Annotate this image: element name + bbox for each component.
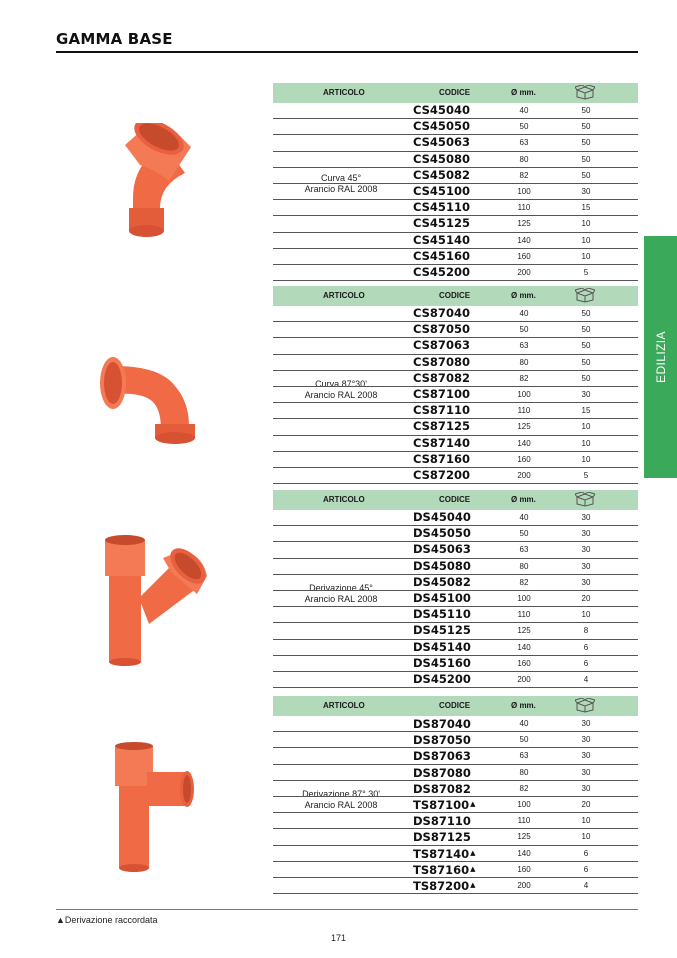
side-tab-label: EDILIZIA — [653, 331, 668, 383]
product-code[interactable]: CS87063 — [413, 338, 470, 353]
table-row — [273, 306, 638, 322]
product-code[interactable]: CS45050 — [413, 119, 470, 134]
product-code[interactable]: DS87063 — [413, 749, 471, 764]
table-row — [273, 623, 638, 639]
header-diametro: Ø mm. — [511, 495, 536, 504]
product-code[interactable]: CS45082 — [413, 167, 470, 182]
pack-quantity: 6 — [583, 848, 589, 858]
header-diametro: Ø mm. — [511, 701, 536, 710]
product-code[interactable]: TS87140▲ — [413, 846, 476, 861]
diameter: 110 — [517, 816, 531, 826]
product-code[interactable]: TS87100▲ — [413, 797, 476, 812]
pack-quantity: 10 — [581, 438, 591, 448]
diameter: 80 — [519, 561, 529, 571]
diameter: 160 — [517, 658, 531, 668]
diameter: 110 — [517, 610, 531, 620]
product-code[interactable]: DS87110 — [413, 814, 471, 829]
pack-quantity: 50 — [581, 106, 591, 115]
table-row — [273, 322, 638, 338]
table-row — [273, 436, 638, 452]
table-body — [273, 306, 638, 484]
table-row — [273, 732, 638, 748]
product-code[interactable]: CS87100 — [413, 386, 470, 401]
product-table-curva-45 — [273, 83, 638, 281]
description-color: Arancio RAL 2008 — [304, 800, 378, 810]
product-code[interactable]: DS87125 — [413, 830, 471, 845]
table-row — [273, 338, 638, 354]
product-code[interactable]: DS45110 — [413, 607, 471, 622]
pack-quantity: 30 — [581, 389, 591, 399]
product-code[interactable]: DS45200 — [413, 671, 471, 686]
product-image-curva-45 — [85, 123, 215, 273]
header-diametro: Ø mm. — [511, 291, 536, 300]
header-articolo: ARTICOLO — [323, 88, 365, 97]
diameter: 125 — [517, 422, 531, 432]
table-row — [273, 829, 638, 845]
pack-quantity: 10 — [581, 422, 591, 432]
table-row — [273, 249, 638, 265]
diameter: 100 — [517, 799, 531, 809]
table-row — [273, 355, 638, 371]
product-image-curva-87 — [85, 326, 215, 476]
pack-quantity: 6 — [583, 864, 589, 874]
table-header — [273, 83, 638, 103]
pack-quantity: 6 — [583, 658, 589, 668]
diameter: 50 — [519, 122, 529, 132]
pack-quantity: 10 — [581, 610, 591, 620]
description-color: Arancio RAL 2008 — [304, 390, 378, 400]
footnote-text: Derivazione raccordata — [64, 915, 158, 925]
diameter: 40 — [519, 513, 529, 522]
diameter: 160 — [517, 864, 531, 874]
diameter: 140 — [517, 438, 531, 448]
pack-quantity: 6 — [583, 642, 589, 652]
diameter: 50 — [519, 325, 529, 335]
pack-quantity: 30 — [581, 545, 591, 555]
product-code[interactable]: CS87050 — [413, 322, 470, 337]
pack-quantity: 50 — [581, 170, 591, 180]
product-code[interactable]: CS87160 — [413, 451, 470, 466]
product-code[interactable]: CS45063 — [413, 135, 470, 150]
product-image-derivazione-45 — [85, 520, 215, 670]
table-row — [273, 716, 638, 732]
title-divider — [56, 51, 638, 53]
pack-quantity: 50 — [581, 154, 591, 164]
header-articolo: ARTICOLO — [323, 701, 365, 710]
diameter: 50 — [519, 529, 529, 539]
table-row — [273, 640, 638, 656]
pack-quantity: 10 — [581, 251, 591, 261]
table-row — [273, 591, 638, 607]
description-color: Arancio RAL 2008 — [304, 594, 378, 604]
product-code[interactable]: DS45082 — [413, 574, 471, 589]
diameter: 110 — [517, 406, 531, 416]
product-code[interactable]: CS45125 — [413, 216, 470, 231]
raccordata-marker: ▲ — [470, 848, 476, 857]
diameter: 82 — [519, 373, 529, 383]
footer-divider — [56, 909, 638, 910]
diameter: 50 — [519, 735, 529, 745]
product-code[interactable]: CS45160 — [413, 248, 470, 263]
table-row — [273, 168, 638, 184]
product-table-derivazione-87 — [273, 696, 638, 894]
product-code[interactable]: DS45140 — [413, 639, 471, 654]
product-code[interactable]: CS87200 — [413, 467, 470, 482]
table-row — [273, 452, 638, 468]
pack-quantity: 4 — [583, 674, 589, 684]
side-tab-edilizia[interactable] — [644, 236, 677, 478]
pack-quantity: 50 — [581, 138, 591, 148]
product-code[interactable]: DS87080 — [413, 765, 471, 780]
product-code[interactable]: DS87040 — [413, 717, 471, 731]
table-row — [273, 526, 638, 542]
diameter: 63 — [519, 751, 529, 761]
table-row — [273, 510, 638, 526]
product-code[interactable]: DS45040 — [413, 510, 471, 524]
raccordata-marker: ▲ — [470, 799, 476, 808]
description-name: Curva 87°30' — [315, 379, 367, 389]
diameter: 63 — [519, 138, 529, 148]
page-title: GAMMA BASE — [56, 30, 173, 48]
header-codice: CODICE — [439, 291, 471, 300]
table-row — [273, 846, 638, 862]
pack-quantity: 30 — [581, 513, 591, 522]
table-row — [273, 468, 638, 484]
product-code[interactable]: CS87082 — [413, 370, 470, 385]
table-body — [273, 103, 638, 281]
pack-quantity: 15 — [581, 406, 591, 416]
product-code[interactable]: DS45100 — [413, 590, 471, 605]
pack-quantity: 10 — [581, 832, 591, 842]
table-row — [273, 878, 638, 894]
pack-quantity: 30 — [581, 529, 591, 539]
product-image-derivazione-87 — [85, 732, 215, 882]
diameter: 140 — [517, 642, 531, 652]
pack-quantity: 15 — [581, 203, 591, 213]
table-row — [273, 371, 638, 387]
diameter: 140 — [517, 848, 531, 858]
diameter: 200 — [517, 674, 531, 684]
description-name: Curva 45° — [320, 173, 362, 183]
diameter: 40 — [519, 106, 529, 115]
pack-quantity: 50 — [581, 309, 591, 318]
diameter: 80 — [519, 154, 529, 164]
diameter: 140 — [517, 235, 531, 245]
pack-quantity: 30 — [581, 783, 591, 793]
pack-quantity: 5 — [583, 267, 589, 277]
table-row — [273, 862, 638, 878]
pack-quantity: 8 — [583, 626, 589, 636]
diameter: 82 — [519, 783, 529, 793]
pack-quantity: 10 — [581, 235, 591, 245]
product-code[interactable]: DS87050 — [413, 733, 471, 748]
pack-quantity: 30 — [581, 735, 591, 745]
product-code[interactable]: DS45050 — [413, 526, 471, 541]
pack-quantity: 30 — [581, 577, 591, 587]
diameter: 160 — [517, 454, 531, 464]
table-row — [273, 813, 638, 829]
page-number: 171 — [330, 933, 347, 943]
product-code[interactable]: CS87125 — [413, 419, 470, 434]
product-code[interactable]: CS87040 — [413, 306, 470, 320]
diameter: 110 — [517, 203, 531, 213]
table-row — [273, 119, 638, 135]
description-name: Derivazione 87° 30' — [302, 789, 380, 799]
table-body — [273, 716, 638, 894]
diameter: 40 — [519, 309, 529, 318]
table-row — [273, 233, 638, 249]
table-row — [273, 419, 638, 435]
table-header — [273, 696, 638, 716]
footnote — [56, 915, 157, 925]
pack-quantity: 30 — [581, 751, 591, 761]
product-code[interactable]: CS45110 — [413, 200, 470, 215]
diameter: 82 — [519, 577, 529, 587]
table-row — [273, 265, 638, 281]
table-row — [273, 103, 638, 119]
diameter: 100 — [517, 389, 531, 399]
table-row — [273, 607, 638, 623]
table-row — [273, 765, 638, 781]
table-row — [273, 748, 638, 764]
table-row — [273, 387, 638, 403]
table-header — [273, 490, 638, 510]
pack-quantity: 50 — [581, 122, 591, 132]
pack-quantity: 50 — [581, 357, 591, 367]
table-row — [273, 200, 638, 216]
table-row — [273, 152, 638, 168]
diameter: 125 — [517, 626, 531, 636]
table-row — [273, 559, 638, 575]
pack-quantity: 10 — [581, 219, 591, 229]
diameter: 100 — [517, 186, 531, 196]
diameter: 100 — [517, 593, 531, 603]
product-code[interactable]: TS87200▲ — [413, 878, 476, 893]
pack-quantity: 50 — [581, 341, 591, 351]
triangle-icon: ▲ — [56, 915, 65, 925]
product-table-curva-87 — [273, 286, 638, 484]
table-row — [273, 403, 638, 419]
product-code[interactable]: CS87080 — [413, 354, 470, 369]
table-row — [273, 672, 638, 688]
diameter: 63 — [519, 341, 529, 351]
header-codice: CODICE — [439, 495, 471, 504]
table-row — [273, 656, 638, 672]
pack-quantity: 10 — [581, 816, 591, 826]
table-row — [273, 797, 638, 813]
pack-quantity: 50 — [581, 373, 591, 383]
diameter: 125 — [517, 832, 531, 842]
product-code[interactable]: CS45140 — [413, 232, 470, 247]
header-diametro: Ø mm. — [511, 88, 536, 97]
diameter: 200 — [517, 267, 531, 277]
header-codice: CODICE — [439, 88, 471, 97]
pack-quantity: 10 — [581, 454, 591, 464]
pack-quantity: 30 — [581, 186, 591, 196]
product-code[interactable]: DS45125 — [413, 623, 471, 638]
diameter: 160 — [517, 251, 531, 261]
pack-quantity: 20 — [581, 593, 591, 603]
table-row — [273, 216, 638, 232]
pack-quantity: 5 — [583, 470, 589, 480]
table-row — [273, 184, 638, 200]
diameter: 80 — [519, 767, 529, 777]
product-code[interactable]: DS87082 — [413, 781, 471, 796]
diameter: 125 — [517, 219, 531, 229]
pack-quantity: 4 — [583, 880, 589, 890]
product-code[interactable]: CS45100 — [413, 183, 470, 198]
diameter: 82 — [519, 170, 529, 180]
diameter: 200 — [517, 470, 531, 480]
product-code[interactable]: CS45200 — [413, 264, 470, 279]
pack-quantity: 20 — [581, 799, 591, 809]
header-articolo: ARTICOLO — [323, 495, 365, 504]
table-row — [273, 781, 638, 797]
product-code[interactable]: CS45040 — [413, 103, 470, 117]
header-articolo: ARTICOLO — [323, 291, 365, 300]
product-code[interactable]: CS45080 — [413, 151, 470, 166]
pack-quantity: 30 — [581, 767, 591, 777]
raccordata-marker: ▲ — [470, 864, 476, 873]
table-body — [273, 510, 638, 688]
header-codice: CODICE — [439, 701, 471, 710]
description-color: Arancio RAL 2008 — [304, 184, 378, 194]
pack-quantity: 50 — [581, 325, 591, 335]
product-code[interactable]: DS45160 — [413, 655, 471, 670]
table-row — [273, 542, 638, 558]
pack-quantity: 30 — [581, 561, 591, 571]
raccordata-marker: ▲ — [470, 880, 476, 889]
table-row — [273, 135, 638, 151]
pack-quantity: 30 — [581, 719, 591, 728]
table-row — [273, 575, 638, 591]
description-name: Derivazione 45° — [309, 583, 373, 593]
product-code[interactable]: CS87140 — [413, 435, 470, 450]
product-table-derivazione-45 — [273, 490, 638, 688]
diameter: 63 — [519, 545, 529, 555]
diameter: 40 — [519, 719, 529, 728]
product-code[interactable]: DS45080 — [413, 558, 471, 573]
diameter: 80 — [519, 357, 529, 367]
diameter: 200 — [517, 880, 531, 890]
product-code[interactable]: TS87160▲ — [413, 862, 476, 877]
table-header — [273, 286, 638, 306]
product-code[interactable]: CS87110 — [413, 403, 470, 418]
product-code[interactable]: DS45063 — [413, 542, 471, 557]
